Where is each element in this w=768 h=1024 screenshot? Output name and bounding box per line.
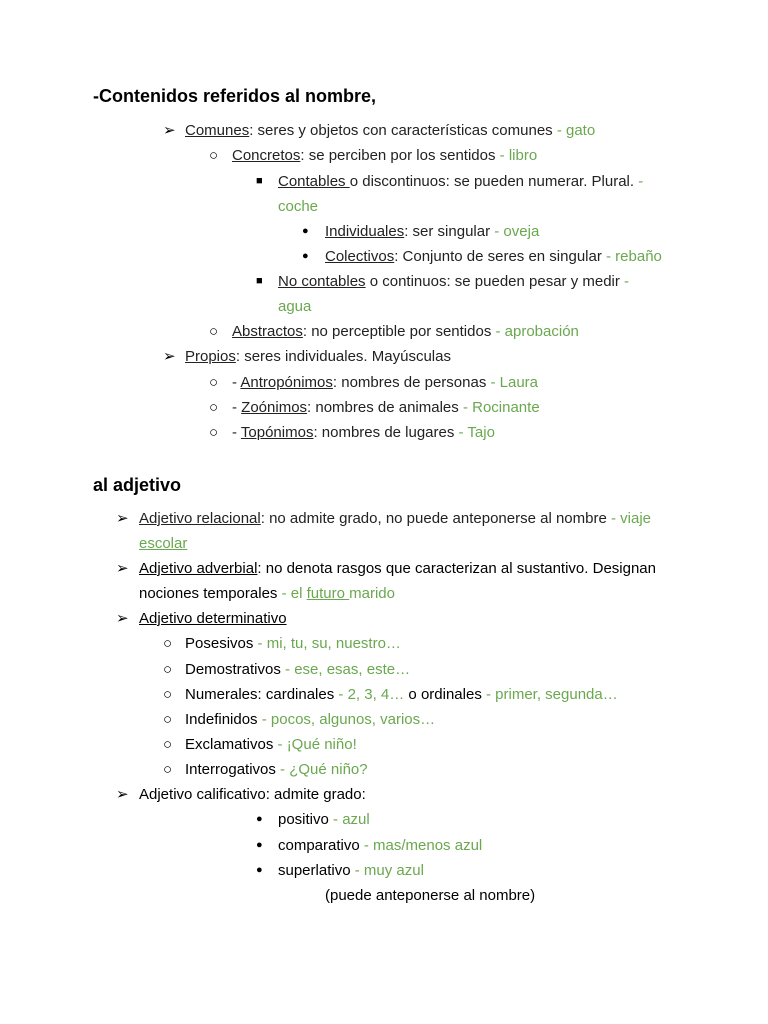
circle-bullet: ○ (163, 661, 173, 678)
item-posesivos: Posesivos - mi, tu, su, nuestro… (185, 635, 401, 652)
item-no-contables-cont: agua (278, 298, 312, 315)
disc-bullet: ● (256, 839, 263, 851)
item-zoonimos: - Zoónimos: nombres de animales - Rocinante (232, 399, 540, 416)
heading-nombre: -Contenidos referidos al nombre, (93, 86, 377, 106)
circle-bullet: ○ (209, 323, 219, 340)
item-adverbial-cont: nociones temporales - el futuro marido (139, 585, 395, 602)
item-antroponimos: - Antropónimos: nombres de personas - Laura (232, 374, 539, 391)
arrow-bullet: ➢ (163, 122, 176, 139)
item-relacional: Adjetivo relacional: no admite grado, no puede anteponerse al nombre - viaje (139, 510, 652, 527)
heading-adjetivo: al adjetivo (93, 475, 182, 495)
item-toponimos: - Topónimos: nombres de lugares - Tajo (232, 424, 495, 441)
item-contables-cont: coche (278, 198, 319, 215)
item-positivo: positivo - azul (278, 811, 370, 828)
item-superlativo: superlativo - muy azul (278, 862, 424, 879)
square-bullet: ■ (256, 175, 263, 187)
circle-bullet: ○ (163, 761, 173, 778)
arrow-bullet: ➢ (163, 348, 176, 365)
circle-bullet: ○ (209, 424, 219, 441)
item-determinativo: Adjetivo determinativo (139, 610, 287, 627)
disc-bullet: ● (302, 250, 309, 262)
circle-bullet: ○ (163, 711, 173, 728)
arrow-bullet: ➢ (116, 510, 129, 527)
disc-bullet: ● (302, 225, 309, 237)
item-comparativo: comparativo - mas/menos azul (278, 837, 483, 854)
item-individuales: Individuales: ser singular - oveja (325, 223, 540, 240)
circle-bullet: ○ (209, 374, 219, 391)
arrow-bullet: ➢ (116, 786, 129, 803)
disc-bullet: ● (256, 864, 263, 876)
item-abstractos: Abstractos: no perceptible por sentidos - aprobación (232, 323, 579, 340)
note-anteponerse: (puede anteponerse al nombre) (325, 887, 536, 904)
item-numerales: Numerales: cardinales - 2, 3, 4… o ordinales - primer, segunda… (185, 686, 618, 703)
item-indefinidos: Indefinidos - pocos, algunos, varios… (185, 711, 436, 728)
item-concretos: Concretos: se perciben por los sentidos - libro (232, 147, 538, 164)
circle-bullet: ○ (163, 635, 173, 652)
item-contables: Contables o discontinuos: se pueden numerar. Plural. - (278, 173, 644, 190)
item-calificativo: Adjetivo calificativo: admite grado: (139, 786, 366, 803)
circle-bullet: ○ (163, 686, 173, 703)
item-no-contables: No contables o continuos: se pueden pesar y medir - (278, 273, 630, 290)
item-comunes: Comunes: seres y objetos con características comunes - gato (185, 122, 596, 139)
item-demostrativos: Demostrativos - ese, esas, este… (185, 661, 411, 678)
arrow-bullet: ➢ (116, 610, 129, 627)
item-colectivos: Colectivos: Conjunto de seres en singular - rebaño (325, 248, 662, 265)
item-relacional-cont: escolar (139, 535, 188, 552)
circle-bullet: ○ (209, 399, 219, 416)
item-interrogativos: Interrogativos - ¿Qué niño? (185, 761, 368, 778)
square-bullet: ■ (256, 275, 263, 287)
arrow-bullet: ➢ (116, 560, 129, 577)
circle-bullet: ○ (209, 147, 219, 164)
item-exclamativos: Exclamativos - ¡Qué niño! (185, 736, 357, 753)
disc-bullet: ● (256, 813, 263, 825)
item-adverbial: Adjetivo adverbial: no denota rasgos que caracterizan al sustantivo. Designan (139, 560, 656, 577)
item-propios: Propios: seres individuales. Mayúsculas (185, 348, 451, 365)
circle-bullet: ○ (163, 736, 173, 753)
